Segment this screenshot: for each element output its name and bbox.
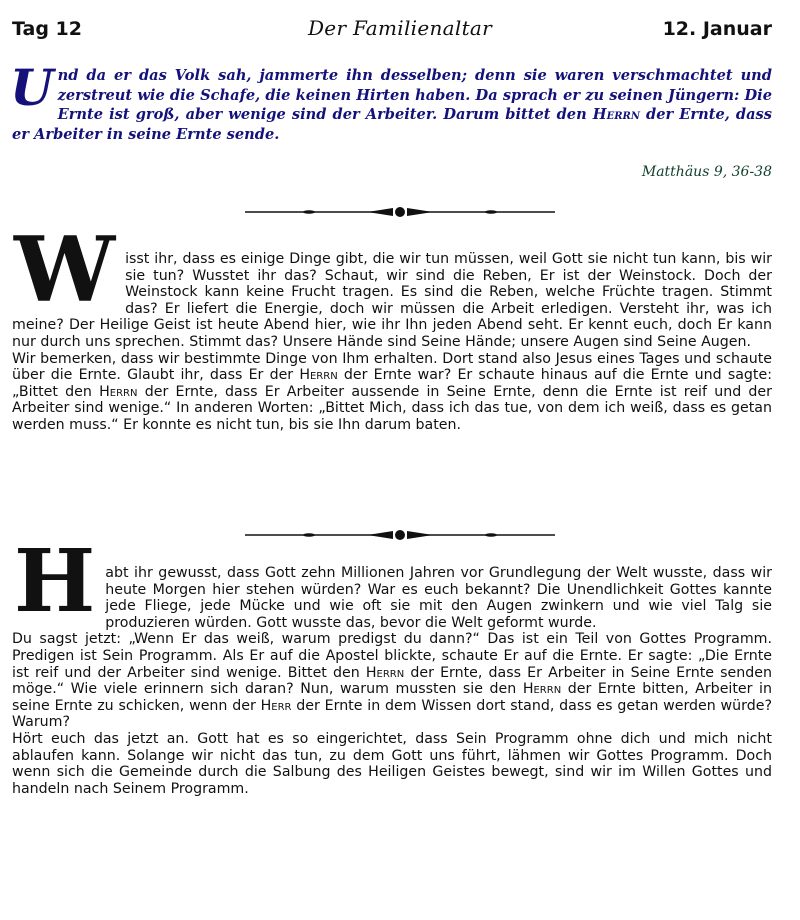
verse-text-part2: der Ernte, dass er Arbeiter in seine Ernte sende. <box>12 106 772 143</box>
lord-smallcaps: Herrn <box>522 681 562 698</box>
lord-smallcaps: Herr <box>260 697 292 714</box>
text-run: Du sagst jetzt: „Wenn Er das weiß, warum predigst du dann?“ Das ist ein Teil von Gottes Programm. Predigen ist Sein Programm. Als Er auf die Apostel blickte, schaute Er auf die Ernte. Er sagte: „Die Ernte ist reif und der Arbeiter sind wenige. Bittet den <box>12 631 772 681</box>
verse-initial: U <box>10 58 54 117</box>
ornamental-divider <box>245 528 555 542</box>
section-1-paragraph-1: isst ihr, dass es einige Dinge gibt, die wir tun müssen, weil Gott sie nicht tun kann, bis wir sie tun? Wusstet ihr das? Schaut, wir sind die Reben, Er ist der Weinstock. Doch der Weinstock kann keine Frucht tragen. Es sind die Reben, welche Früchte tragen. Stimmt das? Er liefert die Energie, doch wir müssen die Arbeit erledigen. Versteht ihr, was ich meine? Der Heilige Geist ist heute Abend hier, wie ihr Ihn jeden Abend seht. Er kennt euch, doch Er kann nur durch uns sprechen. Stimmt das? Unsere Hände sind Seine Hände; unsere Augen sind Seine Augen. <box>12 251 772 350</box>
divider-ornament-icon <box>245 528 555 542</box>
text-run: der Ernte in dem Wissen dort stand, dass es getan werden würde? Warum? <box>12 697 772 731</box>
divider-ornament-icon <box>245 205 555 219</box>
scripture-verse <box>10 58 772 144</box>
section-2-paragraph-3: Hört euch das jetzt an. Gott hat es so eingerichtet, dass Sein Programm ohne dich und mich nicht ablaufen kann. Solange wir nicht das tun, zu dem Gott uns führt, lähmen wir Gottes Programm. Doch wenn sich die Gemeinde durch die Salbung des Heiligen Geistes bewegt, sind wir im Willen Gottes und handeln nach Seinem Programm. <box>12 730 772 797</box>
page-header <box>0 12 800 52</box>
drop-cap-h: H <box>14 531 96 632</box>
lord-smallcaps: Herrn <box>99 383 138 400</box>
section-2-paragraph-1: abt ihr gewusst, dass Gott zehn Millionen Jahren vor Grundlegung der Welt wusste, dass wir heute Morgen hier stehen würden? War es euch bekannt? Die Unendlichkeit Gottes kannte jede Fliege, jede Mücke und wie oft sie mit den Augen zwinkern und wie viel Talg sie produzieren würden. Gott wusste das, bevor die Welt geformt wurde. <box>105 565 772 631</box>
text-run: der Ernte, dass Er Arbeiter aussende in Seine Ernte, denn die Ernte ist reif und der Arbeiter sind wenige.“ In anderen Worten: „Bittet Mich, dass ich das tue, von dem ich weiß, dass es getan werden muss.“ Er konnte es nicht tun, bis sie Ihn darum baten. <box>12 383 772 433</box>
section-1 <box>12 217 773 434</box>
section-1-paragraph-2 <box>12 351 772 434</box>
section-2 <box>12 531 772 797</box>
section-2-paragraph-2 <box>12 631 772 731</box>
text-run: der Ernte bitten, Arbeiter in seine Ernte zu schicken, wenn der <box>12 681 772 714</box>
text-run: der Ernte war? Er schaute hinaus auf die Ernte und sagte: „Bittet den <box>12 367 773 400</box>
lord-smallcaps: Herrn <box>299 367 338 384</box>
lord-smallcaps: Herrn <box>365 664 405 681</box>
ornamental-divider <box>245 205 555 219</box>
date-label: 12. Januar <box>662 18 772 40</box>
text-run: der Ernte, dass Er Arbeiter in Seine Ernte senden möge.“ Wie viele erinnern sich daran? Nun, warum mussten sie den <box>12 664 772 698</box>
text-run: Wir bemerken, dass wir bestimmte Dinge von Ihm erhalten. Dort stand also Jesus eines Tages und schaute über die Ernte. Glaubt ihr, dass Er der <box>12 350 772 384</box>
verse-reference: Matthäus 9, 36-38 <box>641 164 772 180</box>
book-title: Der Familienaltar <box>307 16 493 40</box>
drop-cap-w: W <box>14 217 116 323</box>
day-label: Tag 12 <box>12 18 82 40</box>
verse-text-part1: nd da er das Volk sah, jammerte ihn desselben; denn sie waren verschmachtet und zerstreut wie die Schafe, die keinen Hirten haben. Da sprach er zu seinen Jüngern: Die Ernte ist groß, aber wenige sind der Arbeiter. Darum bittet den <box>57 67 772 123</box>
verse-lord: Herrn <box>592 106 640 123</box>
